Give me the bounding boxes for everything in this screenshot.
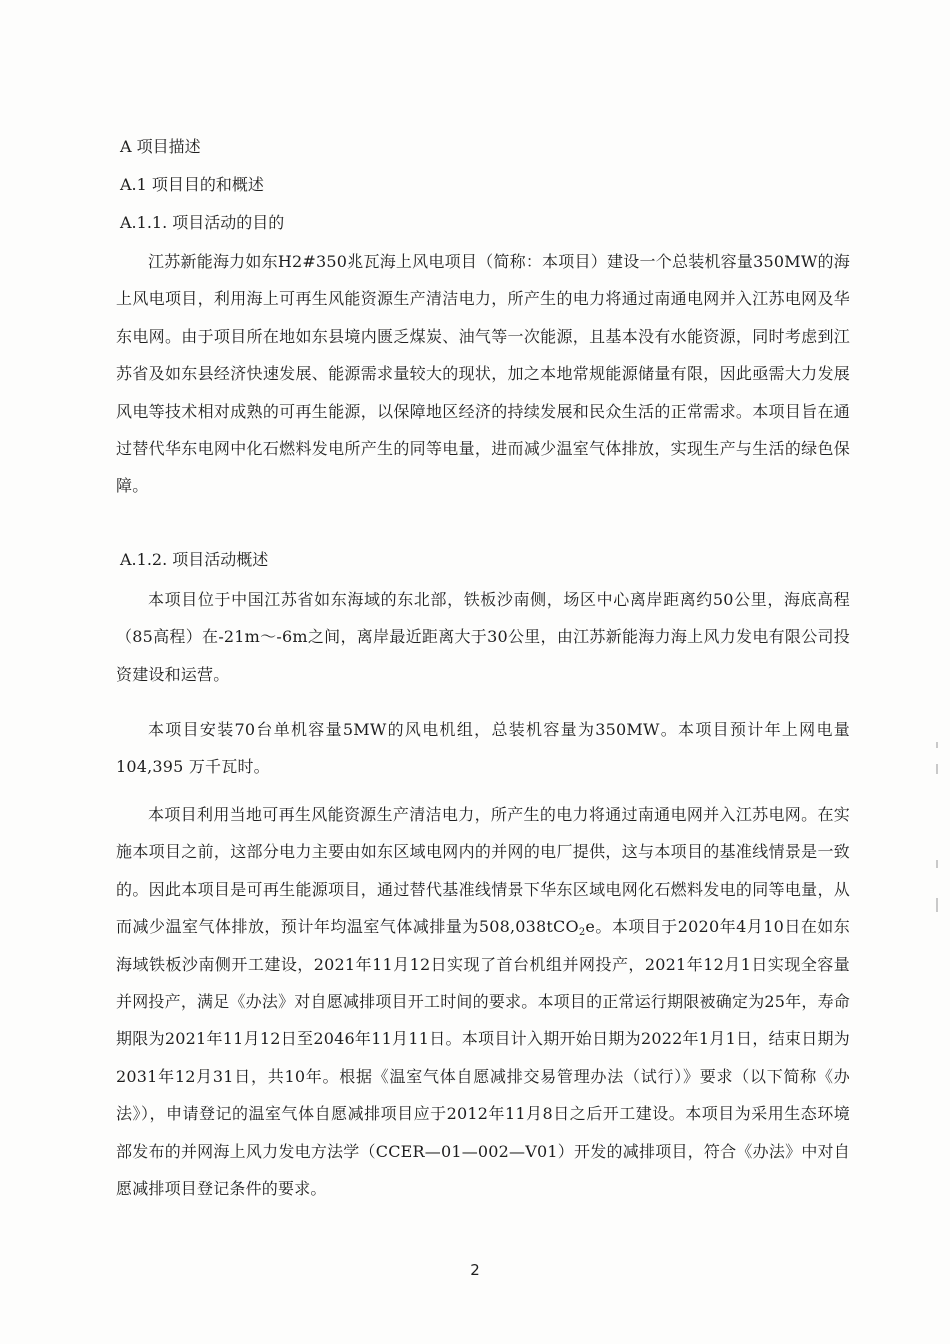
scan-mark (936, 860, 938, 868)
paragraph-baseline (116, 796, 850, 1207)
section-heading-a1: A.1 项目目的和概述 (120, 175, 264, 194)
paragraph-location: 本项目位于中国江苏省如东海域的东北部，铁板沙南侧，场区中心离岸距离约50公里，海底高程（85高程）在-21m～-6m之间，离岸最近距离大于30公里，由江苏新能海力海上风力发电有限公司投资建设和运营。 (116, 590, 850, 684)
section-heading-a11: A.1.1. 项目活动的目的 (120, 213, 285, 232)
section-heading-a: A 项目描述 (120, 137, 201, 156)
paragraph-baseline-part-1: 本项目利用当地可再生风能资源生产清洁电力，所产生的电力将通过南通电网并入江苏电网。在实施本项目之前，这部分电力主要由如东区域电网内的并网的电厂提供，这与本项目的基准线情景是一致的。因此本项目是可再生能源项目，通过替代基准线情景下华东区域电网化石燃料发电的同等电量，从而减少温室气体排放，预计年均温室气体减排量为508,038tCO (116, 805, 850, 937)
scan-mark (936, 742, 938, 748)
scan-mark (936, 764, 938, 774)
section-heading-a12: A.1.2. 项目活动概述 (120, 550, 269, 569)
paragraph-capacity: 本项目安装70台单机容量5MW的风电机组，总装机容量为350MW。本项目预计年上网电量104,395 万千瓦时。 (116, 720, 850, 777)
co2-subscript: 2 (578, 927, 586, 939)
scan-mark (936, 898, 938, 912)
paragraph-baseline-part-2: e。本项目于2020年4月10日在如东海域铁板沙南侧开工建设，2021年11月12日实现了首台机组并网投产，2021年12月1日实现全容量并网投产，满足《办法》对自愿减排项目开工时间的要求。本项目的正常运行期限被确定为25年，寿命期限为2021年11月12日至2046年11月11日。本项目计入期开始日期为2022年1月1日，结束日期为2031年12月31日，共10年。根据《温室气体自愿减排交易管理办法（试行）》要求（以下简称《办法》），申请登记的温室气体自愿减排项目应于2012年11月8日之后开工建设。本项目为采用生态环境部发布的并网海上风力发电方法学（CCER—01—002—V01）开发的减排项目，符合《办法》中对自愿减排项目登记条件的要求。 (116, 917, 851, 1199)
paragraph-purpose: 江苏新能海力如东H2#350兆瓦海上风电项目（简称：本项目）建设一个总装机容量350MW的海上风电项目，利用海上可再生风能资源生产清洁电力，所产生的电力将通过南通电网并入江苏电网及华东电网。由于项目所在地如东县境内匮乏煤炭、油气等一次能源，且基本没有水能资源，同时考虑到江苏省及如东县经济快速发展、能源需求量较大的现状，加之本地常规能源储量有限，因此亟需大力发展风电等技术相对成熟的可再生能源，以保障地区经济的持续发展和民众生活的正常需求。本项目旨在通过替代华东电网中化石燃料发电所产生的同等电量，进而减少温室气体排放，实现生产与生活的绿色保障。 (116, 252, 850, 496)
page-number: 2 (470, 1261, 480, 1279)
